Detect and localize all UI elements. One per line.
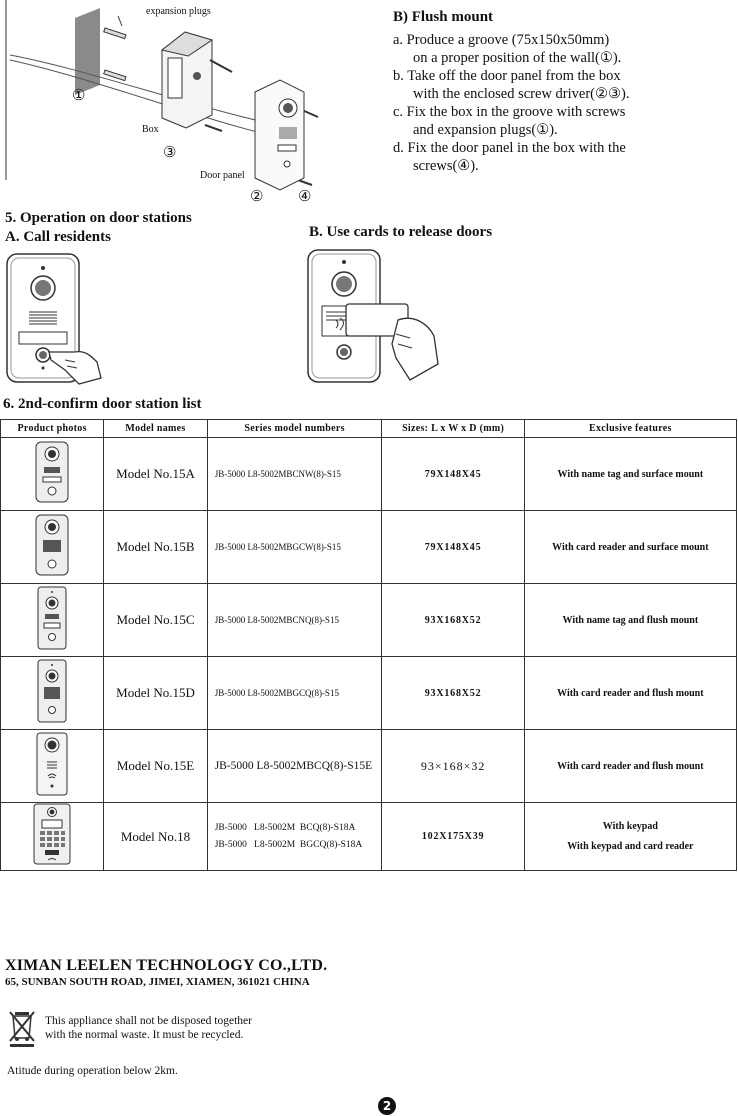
header-series-numbers: Series model numbers [207,420,382,438]
size-value: 93×168×32 [382,730,524,803]
exclusive-feature: With keypad [602,820,658,832]
door-station-photo-15c [37,586,67,650]
company-name: XIMAN LEELEN TECHNOLOGY CO.,LTD. [5,957,328,974]
exclusive-feature: With keypad and card reader [567,840,694,852]
weee-notice-line1: This appliance shall not be disposed together [45,1015,252,1027]
model-name: Model No.15B [104,511,207,584]
exclusive-feature-cell [524,803,736,871]
expansion-plugs-label: expansion plugs [146,6,211,17]
exclusive-feature: With name tag and surface mount [524,438,736,511]
step-b-line1: b. Take off the door panel from the box [393,68,621,84]
series-number: JB-5000 L8-5002MBCNQ(8)-S15 [207,584,382,657]
series-number: JB-5000 L8-5002MBCQ(8)-S15E [207,730,382,803]
door-station-table [0,419,737,871]
table-row [1,438,737,511]
flush-mount-diagram [0,0,390,205]
door-station-photo-15d [37,659,67,723]
model-name: Model No.18 [104,803,207,871]
step-d-line1: d. Fix the door panel in the box with the [393,140,626,156]
door-station-photo-18 [33,803,71,865]
model-name: Model No.15C [104,584,207,657]
series-number: JB-5000 L8-5002M BCQ(8)-S18A [214,822,356,833]
step-c-line2: and expansion plugs(①). [413,122,558,138]
call-residents-illustration [5,252,115,387]
weee-notice-line2: with the normal waste. It must be recycled. [45,1029,244,1041]
section5-title: 5. Operation on door stations [5,210,192,226]
table-row [1,584,737,657]
model-name: Model No.15A [104,438,207,511]
installation-illustration [0,0,390,205]
size-value: 93X168X52 [382,584,524,657]
header-product-photos: Product photos [1,420,104,438]
series-number: JB-5000 L8-5002M BGCQ(8)-S18A [214,839,363,850]
weee-bin-icon [7,1008,37,1048]
marker-1: ① [72,88,86,104]
section5-b-title: B. Use cards to release doors [309,224,493,240]
box-label: Box [142,124,159,135]
product-photo [1,584,104,657]
product-photo [1,438,104,511]
product-photo [1,511,104,584]
series-number: JB-5000 L8-5002MBGCQ(8)-S15 [207,657,382,730]
step-a-line2: on a proper position of the wall(①). [413,50,622,66]
series-number: JB-5000 L8-5002MBGCW(8)-S15 [207,511,382,584]
table-row [1,511,737,584]
size-value: 79X148X45 [382,438,524,511]
exclusive-feature: With card reader and flush mount [524,657,736,730]
page-number: 2 [378,1097,396,1115]
table-row [1,803,737,871]
product-photo [1,730,104,803]
step-d-line2: screws(④). [413,158,479,174]
product-photo [1,803,104,871]
table-row [1,657,737,730]
series-number: JB-5000 L8-5002MBCNW(8)-S15 [207,438,382,511]
exclusive-feature: With card reader and surface mount [524,511,736,584]
step-b-line2: with the enclosed screw driver(②③). [413,86,630,102]
door-station-photo-15e [36,732,68,796]
header-sizes: Sizes: L x W x D (mm) [382,420,524,438]
door-station-photo-15b [35,514,69,576]
size-value: 93X168X52 [382,657,524,730]
product-photo [1,657,104,730]
door-panel-label: Door panel [200,170,245,181]
step-a-line1: a. Produce a groove (75x150x50mm) [393,32,610,48]
altitude-note: Atitude during operation below 2km. [7,1065,178,1077]
section6-title: 6. 2nd-confirm door station list [3,396,202,412]
marker-2: ② [250,189,264,205]
marker-4: ④ [298,189,312,205]
company-address: 65, SUNBAN SOUTH ROAD, JIMEI, XIAMEN, 361021 CHINA [5,976,310,988]
section5-a-title: A. Call residents [5,229,111,245]
step-c-line1: c. Fix the box in the groove with screws [393,104,626,120]
header-model-names: Model names [104,420,207,438]
door-station-photo-15a [35,441,69,503]
model-name: Model No.15E [104,730,207,803]
header-features: Exclusive features [524,420,736,438]
marker-3: ③ [163,145,177,161]
model-name: Model No.15D [104,657,207,730]
flush-mount-title: B) Flush mount [393,9,494,25]
card-release-illustration [306,248,446,393]
exclusive-feature: With name tag and flush mount [524,584,736,657]
size-value: 102X175X39 [382,803,524,871]
table-header-row [1,420,737,438]
table-row [1,730,737,803]
exclusive-feature: With card reader and flush mount [524,730,736,803]
size-value: 79X148X45 [382,511,524,584]
series-number-cell [207,803,382,871]
